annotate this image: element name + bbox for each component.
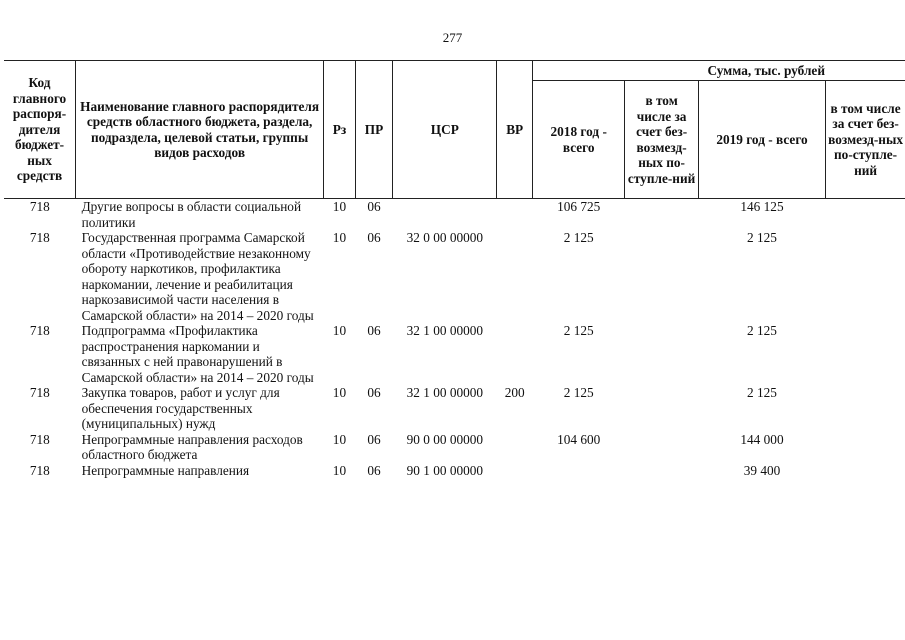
cell-2019-total: 2 125 — [747, 385, 777, 400]
header-2019-free: в том числе за счет без-возмезд-ных по-ступле-ний — [826, 81, 905, 199]
cell-vr: 200 — [504, 385, 525, 400]
cell-code: 718 — [29, 230, 50, 245]
cell-name: Непрограммные направления расходов областного бюджета — [81, 431, 303, 462]
cell-2019-total: 39 400 — [743, 462, 781, 478]
cell-vr — [497, 230, 533, 323]
budget-table — [4, 60, 905, 478]
cell-pr: 06 — [367, 323, 381, 338]
header-rz: Рз — [324, 61, 356, 199]
cell-2018-total: 2 125 — [563, 230, 594, 245]
cell-pr: 06 — [367, 230, 381, 245]
header-pr: ПР — [355, 61, 393, 199]
cell-2019-free — [826, 463, 905, 479]
cell-rz: 10 — [332, 462, 347, 478]
cell-csr: 32 1 00 00000 — [406, 323, 484, 338]
cell-csr — [393, 199, 497, 231]
header-name: Наименование главного распорядителя средств областного бюджета, раздела, подраздела, целевой статьи, группы видов расходов — [76, 61, 324, 199]
table-row — [4, 385, 905, 432]
cell-2019-free — [826, 230, 905, 323]
cell-pr: 06 — [367, 462, 381, 478]
cell-name: Подпрограмма «Профилактика распространения наркомании и связанных с ней правонарушений в Самарской области» на 2014 – 2020 годы — [81, 323, 314, 385]
cell-pr: 06 — [367, 199, 381, 214]
cell-vr — [497, 199, 533, 231]
cell-csr: 32 1 00 00000 — [406, 385, 484, 400]
page-number: 277 — [442, 30, 463, 45]
cell-2018-free — [625, 199, 698, 231]
cell-2018-total: 106 725 — [557, 199, 601, 214]
cell-2019-free — [826, 385, 905, 432]
cell-name: Государственная программа Самарской области «Противодействие незаконному обороту наркотиков, профилактика наркомании, лечение и реабилитация наркозависимой части населения в Самарской области» на 2014 – 2020 годы — [81, 230, 314, 323]
cell-rz: 10 — [332, 385, 347, 400]
cell-2019-free — [826, 432, 905, 463]
cell-code: 718 — [29, 431, 50, 447]
cell-vr — [497, 463, 533, 479]
cell-2018-total — [533, 463, 625, 479]
cell-2019-free — [826, 323, 905, 385]
cell-2019-total: 144 000 — [740, 431, 784, 447]
cell-csr: 90 0 00 00000 — [406, 431, 484, 447]
cell-2018-total: 2 125 — [563, 385, 594, 400]
cell-vr — [497, 432, 533, 463]
header-code: Код главного распоря-дителя бюджет-ных средств — [4, 61, 76, 199]
table-row — [4, 432, 905, 463]
cell-2018-total: 104 600 — [557, 431, 601, 447]
cell-2018-free — [625, 385, 698, 432]
cell-rz: 10 — [332, 431, 347, 447]
cell-2018-free — [625, 323, 698, 385]
cell-rz: 10 — [332, 230, 347, 245]
table-row — [4, 323, 905, 385]
cell-pr: 06 — [367, 431, 381, 447]
cell-code: 718 — [29, 385, 50, 400]
table-row — [4, 230, 905, 323]
cell-name: Непрограммные направления — [81, 462, 250, 478]
cell-name: Закупка товаров, работ и услуг для обеспечения государственных (муниципальных) нужд — [81, 385, 280, 431]
cell-code: 718 — [29, 462, 50, 478]
cell-2019-total: 2 125 — [747, 323, 777, 338]
cell-2018-free — [625, 463, 698, 479]
header-vr: ВР — [497, 61, 533, 199]
header-csr: ЦСР — [393, 61, 497, 199]
table-row — [4, 463, 905, 479]
cell-rz: 10 — [332, 323, 347, 338]
cell-vr — [497, 323, 533, 385]
cell-2019-free — [826, 199, 905, 231]
header-2018-free: в том числе за счет без-возмезд-ных по-ступле-ний — [625, 81, 698, 199]
table-row — [4, 199, 905, 231]
cell-2019-total: 146 125 — [740, 199, 784, 214]
header-2019-total: 2019 год - всего — [698, 81, 825, 199]
cell-name: Другие вопросы в области социальной политики — [81, 199, 302, 230]
cell-rz: 10 — [332, 199, 347, 214]
cell-2018-free — [625, 230, 698, 323]
cell-csr: 90 1 00 00000 — [406, 462, 484, 478]
cell-csr: 32 0 00 00000 — [406, 230, 484, 245]
cell-pr: 06 — [367, 385, 381, 400]
cell-code: 718 — [29, 323, 50, 338]
cell-code: 718 — [29, 199, 50, 214]
header-sum-group: Сумма, тыс. рублей — [533, 61, 905, 81]
cell-2019-total: 2 125 — [747, 230, 777, 245]
cell-2018-total: 2 125 — [563, 323, 594, 338]
header-2018-total: 2018 год - всего — [533, 81, 625, 199]
cell-2018-free — [625, 432, 698, 463]
